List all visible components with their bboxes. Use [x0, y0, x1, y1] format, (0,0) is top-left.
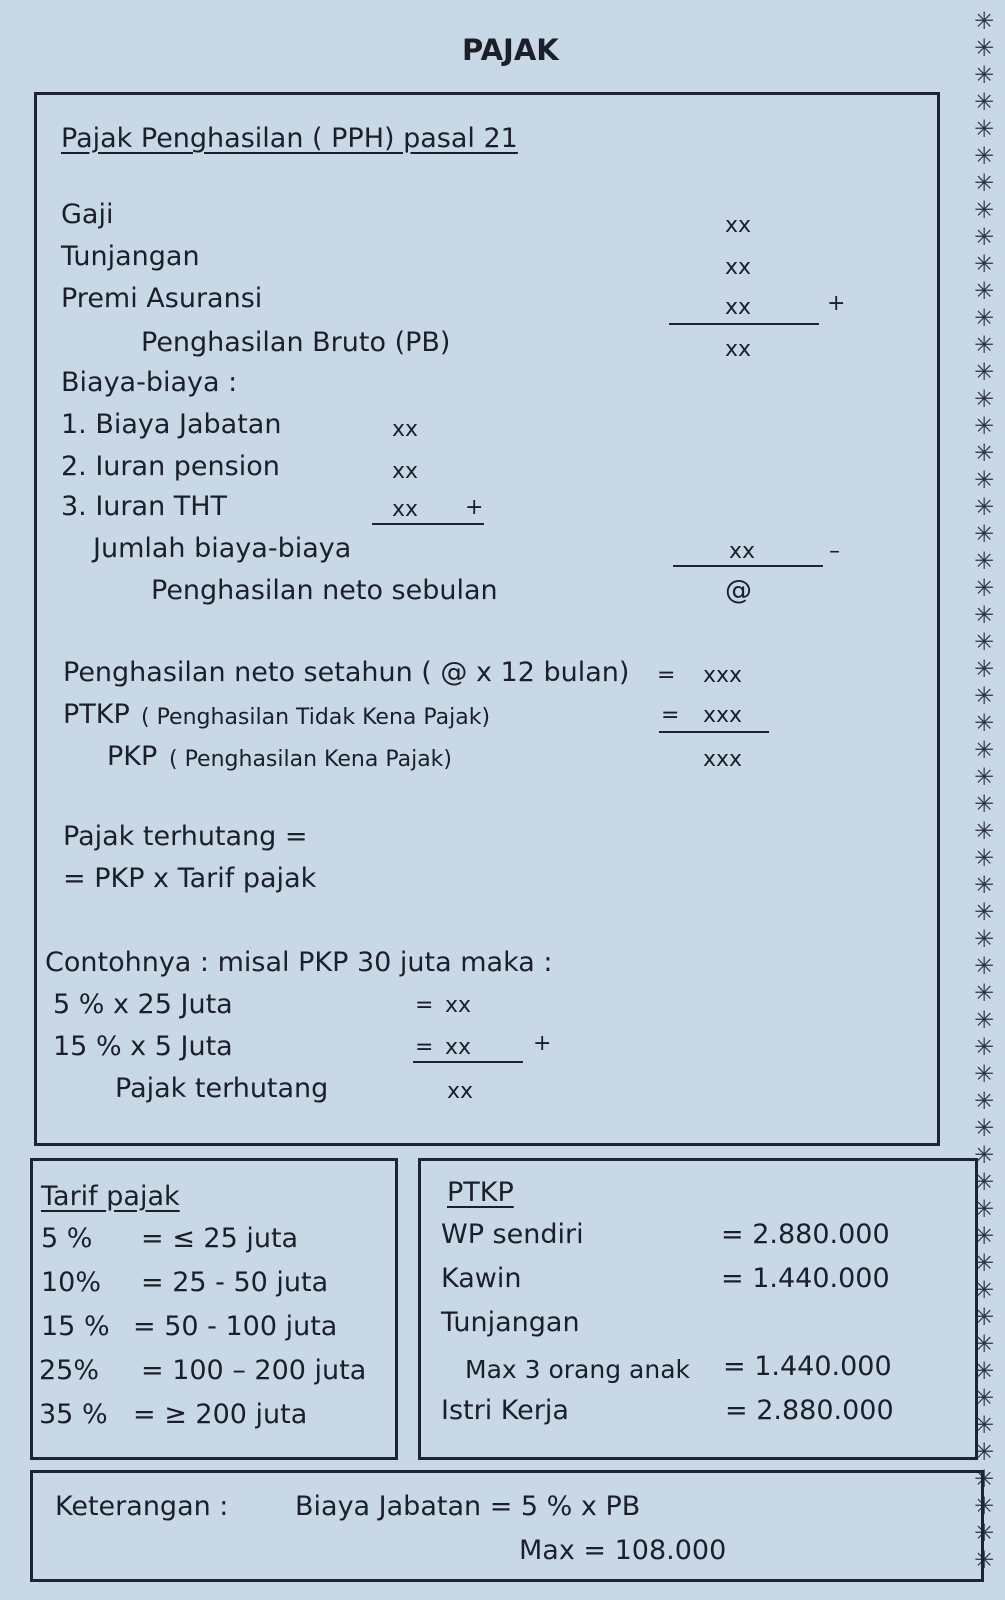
- neto-setahun-value: xxx: [703, 663, 743, 688]
- neto-setahun-label: Penghasilan neto setahun ( @ x 12 bulan): [63, 657, 630, 688]
- neto-sebulan-value: @: [725, 575, 752, 606]
- ptkp-box-heading: PTKP: [447, 1177, 514, 1208]
- contoh-row2-eq: =: [415, 1035, 434, 1060]
- pph21-box: [34, 92, 940, 1146]
- decorative-star-border: ✳ ✳ ✳ ✳ ✳ ✳ ✳ ✳ ✳ ✳ ✳ ✳ ✳ ✳ ✳ ✳ ✳ ✳ ✳ ✳ ✳ ✳ ✳ ✳ ✳ ✳ ✳ ✳ ✳ ✳ ✳ ✳ ✳ ✳ ✳ ✳ ✳ ✳ ✳ ✳ ✳ ✳ ✳ ✳ ✳ ✳ ✳ ✳ ✳ ✳ ✳ ✳ ✳ ✳ ✳ ✳ ✳ ✳: [973, 7, 995, 1574]
- tarif-range-4: = 100 – 200 juta: [141, 1355, 367, 1386]
- biaya-jabatan-label: 1. Biaya Jabatan: [61, 409, 282, 440]
- premi-label: Premi Asuransi: [61, 283, 263, 314]
- ptkp-anak-value: = 1.440.000: [723, 1351, 892, 1382]
- neto-setahun-eq: =: [657, 663, 676, 688]
- contoh-sum-line: [413, 1061, 523, 1063]
- ptkp-tunjangan-label: Tunjangan: [441, 1307, 580, 1338]
- iuran-pension-value: xx: [392, 459, 419, 484]
- tunjangan-value: xx: [725, 255, 752, 280]
- keterangan-box: [30, 1470, 984, 1582]
- page-title: PAJAK: [462, 33, 559, 67]
- pkp-sum-line: [659, 731, 769, 733]
- tarif-range-2: = 25 - 50 juta: [141, 1267, 329, 1298]
- tarif-pajak-box: [30, 1158, 398, 1460]
- contoh-heading: Contohnya : misal PKP 30 juta maka :: [45, 947, 553, 978]
- tarif-rate-5: 35 %: [39, 1399, 108, 1430]
- iuran-tht-label: 3. Iuran THT: [61, 491, 228, 522]
- tarif-range-3: = 50 - 100 juta: [133, 1311, 338, 1342]
- biaya-heading: Biaya-biaya :: [61, 367, 238, 398]
- tunjangan-label: Tunjangan: [61, 241, 200, 272]
- iuran-tht-plus: +: [465, 495, 484, 520]
- gaji-label: Gaji: [61, 199, 114, 230]
- pkp-value: xxx: [703, 747, 743, 772]
- tarif-range-1: = ≤ 25 juta: [141, 1223, 299, 1254]
- ptkp-kawin-label: Kawin: [441, 1263, 522, 1294]
- ptkp-wp-value: = 2.880.000: [721, 1219, 890, 1250]
- iuran-tht-value: xx: [392, 497, 419, 522]
- contoh-row1-eq: =: [415, 993, 434, 1018]
- ptkp-istri-value: = 2.880.000: [725, 1395, 894, 1426]
- ptkp-anak-label: Max 3 orang anak: [465, 1355, 690, 1384]
- biaya-jabatan-value: xx: [392, 417, 419, 442]
- jumlah-biaya-value: xx: [729, 539, 756, 564]
- gaji-value: xx: [725, 213, 752, 238]
- bruto-value: xx: [725, 337, 752, 362]
- ptkp-istri-label: Istri Kerja: [441, 1395, 569, 1426]
- ptkp-desc: ( Penghasilan Tidak Kena Pajak): [141, 705, 491, 730]
- contoh-row2-label: 15 % x 5 Juta: [53, 1031, 233, 1062]
- tarif-rate-4: 25%: [39, 1355, 100, 1386]
- contoh-row2-value: xx: [445, 1035, 472, 1060]
- iuran-pension-label: 2. Iuran pension: [61, 451, 280, 482]
- ptkp-wp-label: WP sendiri: [441, 1219, 584, 1250]
- contoh-row1-value: xx: [445, 993, 472, 1018]
- pkp-abbr: PKP: [107, 741, 158, 772]
- keterangan-label: Keterangan :: [55, 1491, 229, 1522]
- keterangan-line2: Max = 108.000: [519, 1535, 727, 1566]
- ptkp-abbr: PTKP: [63, 699, 130, 730]
- bruto-sum-line: [669, 323, 819, 325]
- biaya-sum-line: [372, 523, 484, 525]
- contoh-row1-label: 5 % x 25 Juta: [53, 989, 233, 1020]
- tarif-rate-3: 15 %: [41, 1311, 110, 1342]
- neto-sebulan-label: Penghasilan neto sebulan: [151, 575, 498, 606]
- premi-plus: +: [827, 291, 846, 316]
- contoh-total-label: Pajak terhutang: [115, 1073, 329, 1104]
- tarif-heading: Tarif pajak: [41, 1181, 180, 1212]
- ptkp-eq: =: [661, 703, 680, 728]
- contoh-total-value: xx: [447, 1079, 474, 1104]
- pkp-desc: ( Penghasilan Kena Pajak): [169, 747, 452, 772]
- bruto-label: Penghasilan Bruto (PB): [141, 327, 451, 358]
- pajak-terhutang-line2: = PKP x Tarif pajak: [63, 863, 317, 894]
- ptkp-box: [418, 1158, 978, 1460]
- neto-sum-line: [673, 565, 823, 567]
- tarif-rate-1: 5 %: [41, 1223, 93, 1254]
- ptkp-kawin-value: = 1.440.000: [721, 1263, 890, 1294]
- tarif-range-5: = ≥ 200 juta: [133, 1399, 308, 1430]
- premi-value: xx: [725, 295, 752, 320]
- pph21-heading: Pajak Penghasilan ( PPH) pasal 21: [61, 123, 518, 154]
- jumlah-minus: –: [829, 539, 840, 564]
- contoh-plus: +: [533, 1031, 552, 1056]
- tarif-rate-2: 10%: [41, 1267, 102, 1298]
- jumlah-biaya-label: Jumlah biaya-biaya: [93, 533, 352, 564]
- ptkp-value: xxx: [703, 703, 743, 728]
- pajak-terhutang-line1: Pajak terhutang =: [63, 821, 308, 852]
- keterangan-line1: Biaya Jabatan = 5 % x PB: [295, 1491, 641, 1522]
